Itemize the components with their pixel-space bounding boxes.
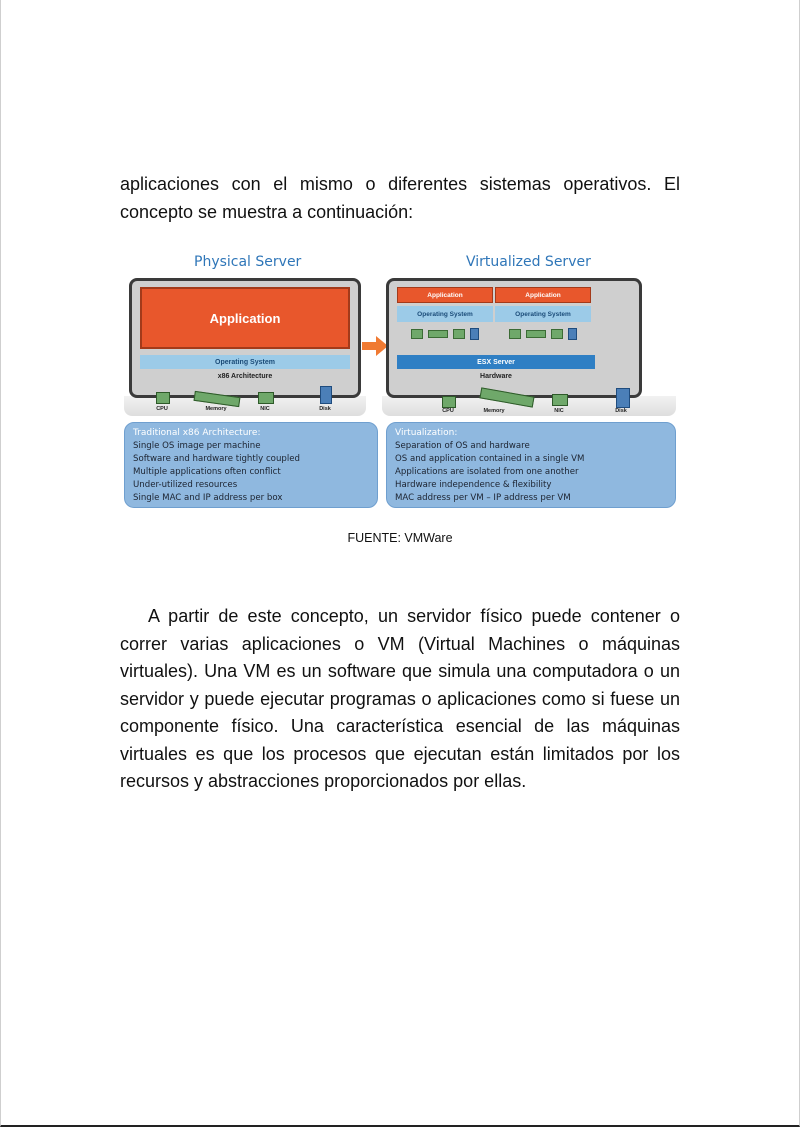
x86-architecture-label: x86 Architecture [217, 373, 273, 380]
vm-2 [495, 287, 591, 351]
physical-cpu-label: CPU [156, 406, 168, 412]
cpu-icon [442, 396, 456, 408]
physical-nic-label: NIC [260, 406, 270, 412]
hardware-label: Hardware [480, 373, 512, 380]
nic-icon [551, 329, 563, 339]
vm-1-os: Operating System [397, 306, 493, 322]
virtual-cpu-label: CPU [442, 408, 454, 414]
nic-icon [552, 394, 568, 406]
list-item: Applications are isolated from one another [395, 467, 579, 477]
list-item: Multiple applications often conflict [133, 467, 281, 477]
nic-icon [258, 392, 274, 404]
virtualization-list [395, 440, 667, 505]
virtual-memory-label: Memory [483, 408, 505, 414]
physical-server-title: Physical Server [194, 254, 302, 270]
traditional-heading: Traditional x86 Architecture: [133, 428, 261, 438]
list-item: Single OS image per machine [133, 441, 261, 451]
physical-disk-label: Disk [319, 406, 331, 412]
cpu-icon [156, 392, 170, 404]
physical-server-frame [129, 278, 361, 398]
virtualization-figure [124, 250, 680, 512]
list-item: MAC address per VM – IP address per VM [395, 493, 571, 503]
traditional-list [133, 440, 369, 505]
cpu-icon [411, 329, 423, 339]
physical-application-block: Application [140, 287, 350, 349]
list-item: Single MAC and IP address per box [133, 493, 283, 503]
vm-2-os: Operating System [495, 306, 591, 322]
disk-icon [470, 328, 479, 340]
cpu-icon [509, 329, 521, 339]
esx-server-bar: ESX Server [397, 355, 595, 369]
virtualization-heading: Virtualization: [395, 428, 458, 438]
vm-2-virtual-hardware [495, 325, 591, 343]
arrow-right-icon [362, 336, 388, 356]
paragraph-body: A partir de este concepto, un servidor físico puede contener o correr varias aplicaciones o VM (Virtual Machines o máquinas virtuales). Una VM es un software que simula una computadora o un servidor y puede ejecutar programas o aplicaciones como si fuese un componente físico. Una característica esencial de las máquinas virtuales es que los procesos que ejecutan están limitados por los recursos y abstracciones proporcionados por ellas. [120, 606, 680, 791]
vm-1-application: Application [397, 287, 493, 303]
virtualized-server-frame [386, 278, 642, 398]
disk-icon [320, 386, 332, 404]
virtualized-server-title: Virtualized Server [466, 254, 591, 270]
physical-memory-label: Memory [205, 406, 227, 412]
memory-icon [428, 330, 448, 338]
virtual-nic-label: NIC [554, 408, 564, 414]
list-item: Hardware independence & flexibility [395, 480, 552, 490]
nic-icon [453, 329, 465, 339]
list-item: Software and hardware tightly coupled [133, 454, 300, 464]
disk-icon [616, 388, 630, 408]
disk-icon [568, 328, 577, 340]
list-item: OS and application contained in a single VM [395, 454, 585, 464]
virtualization-box [386, 422, 676, 508]
traditional-architecture-box [124, 422, 378, 508]
paragraph-intro: aplicaciones con el mismo o diferentes sistemas operativos. El concepto se muestra a continuación: [120, 174, 680, 222]
vm-2-application: Application [495, 287, 591, 303]
physical-os-bar: Operating System [140, 355, 350, 369]
vm-1-virtual-hardware [397, 325, 493, 343]
list-item: Under-utilized resources [133, 480, 238, 490]
vm-1 [397, 287, 493, 351]
virtual-disk-label: Disk [615, 408, 627, 414]
list-item: Separation of OS and hardware [395, 441, 530, 451]
figure-caption: FUENTE: VMWare [347, 531, 453, 545]
memory-icon [526, 330, 546, 338]
